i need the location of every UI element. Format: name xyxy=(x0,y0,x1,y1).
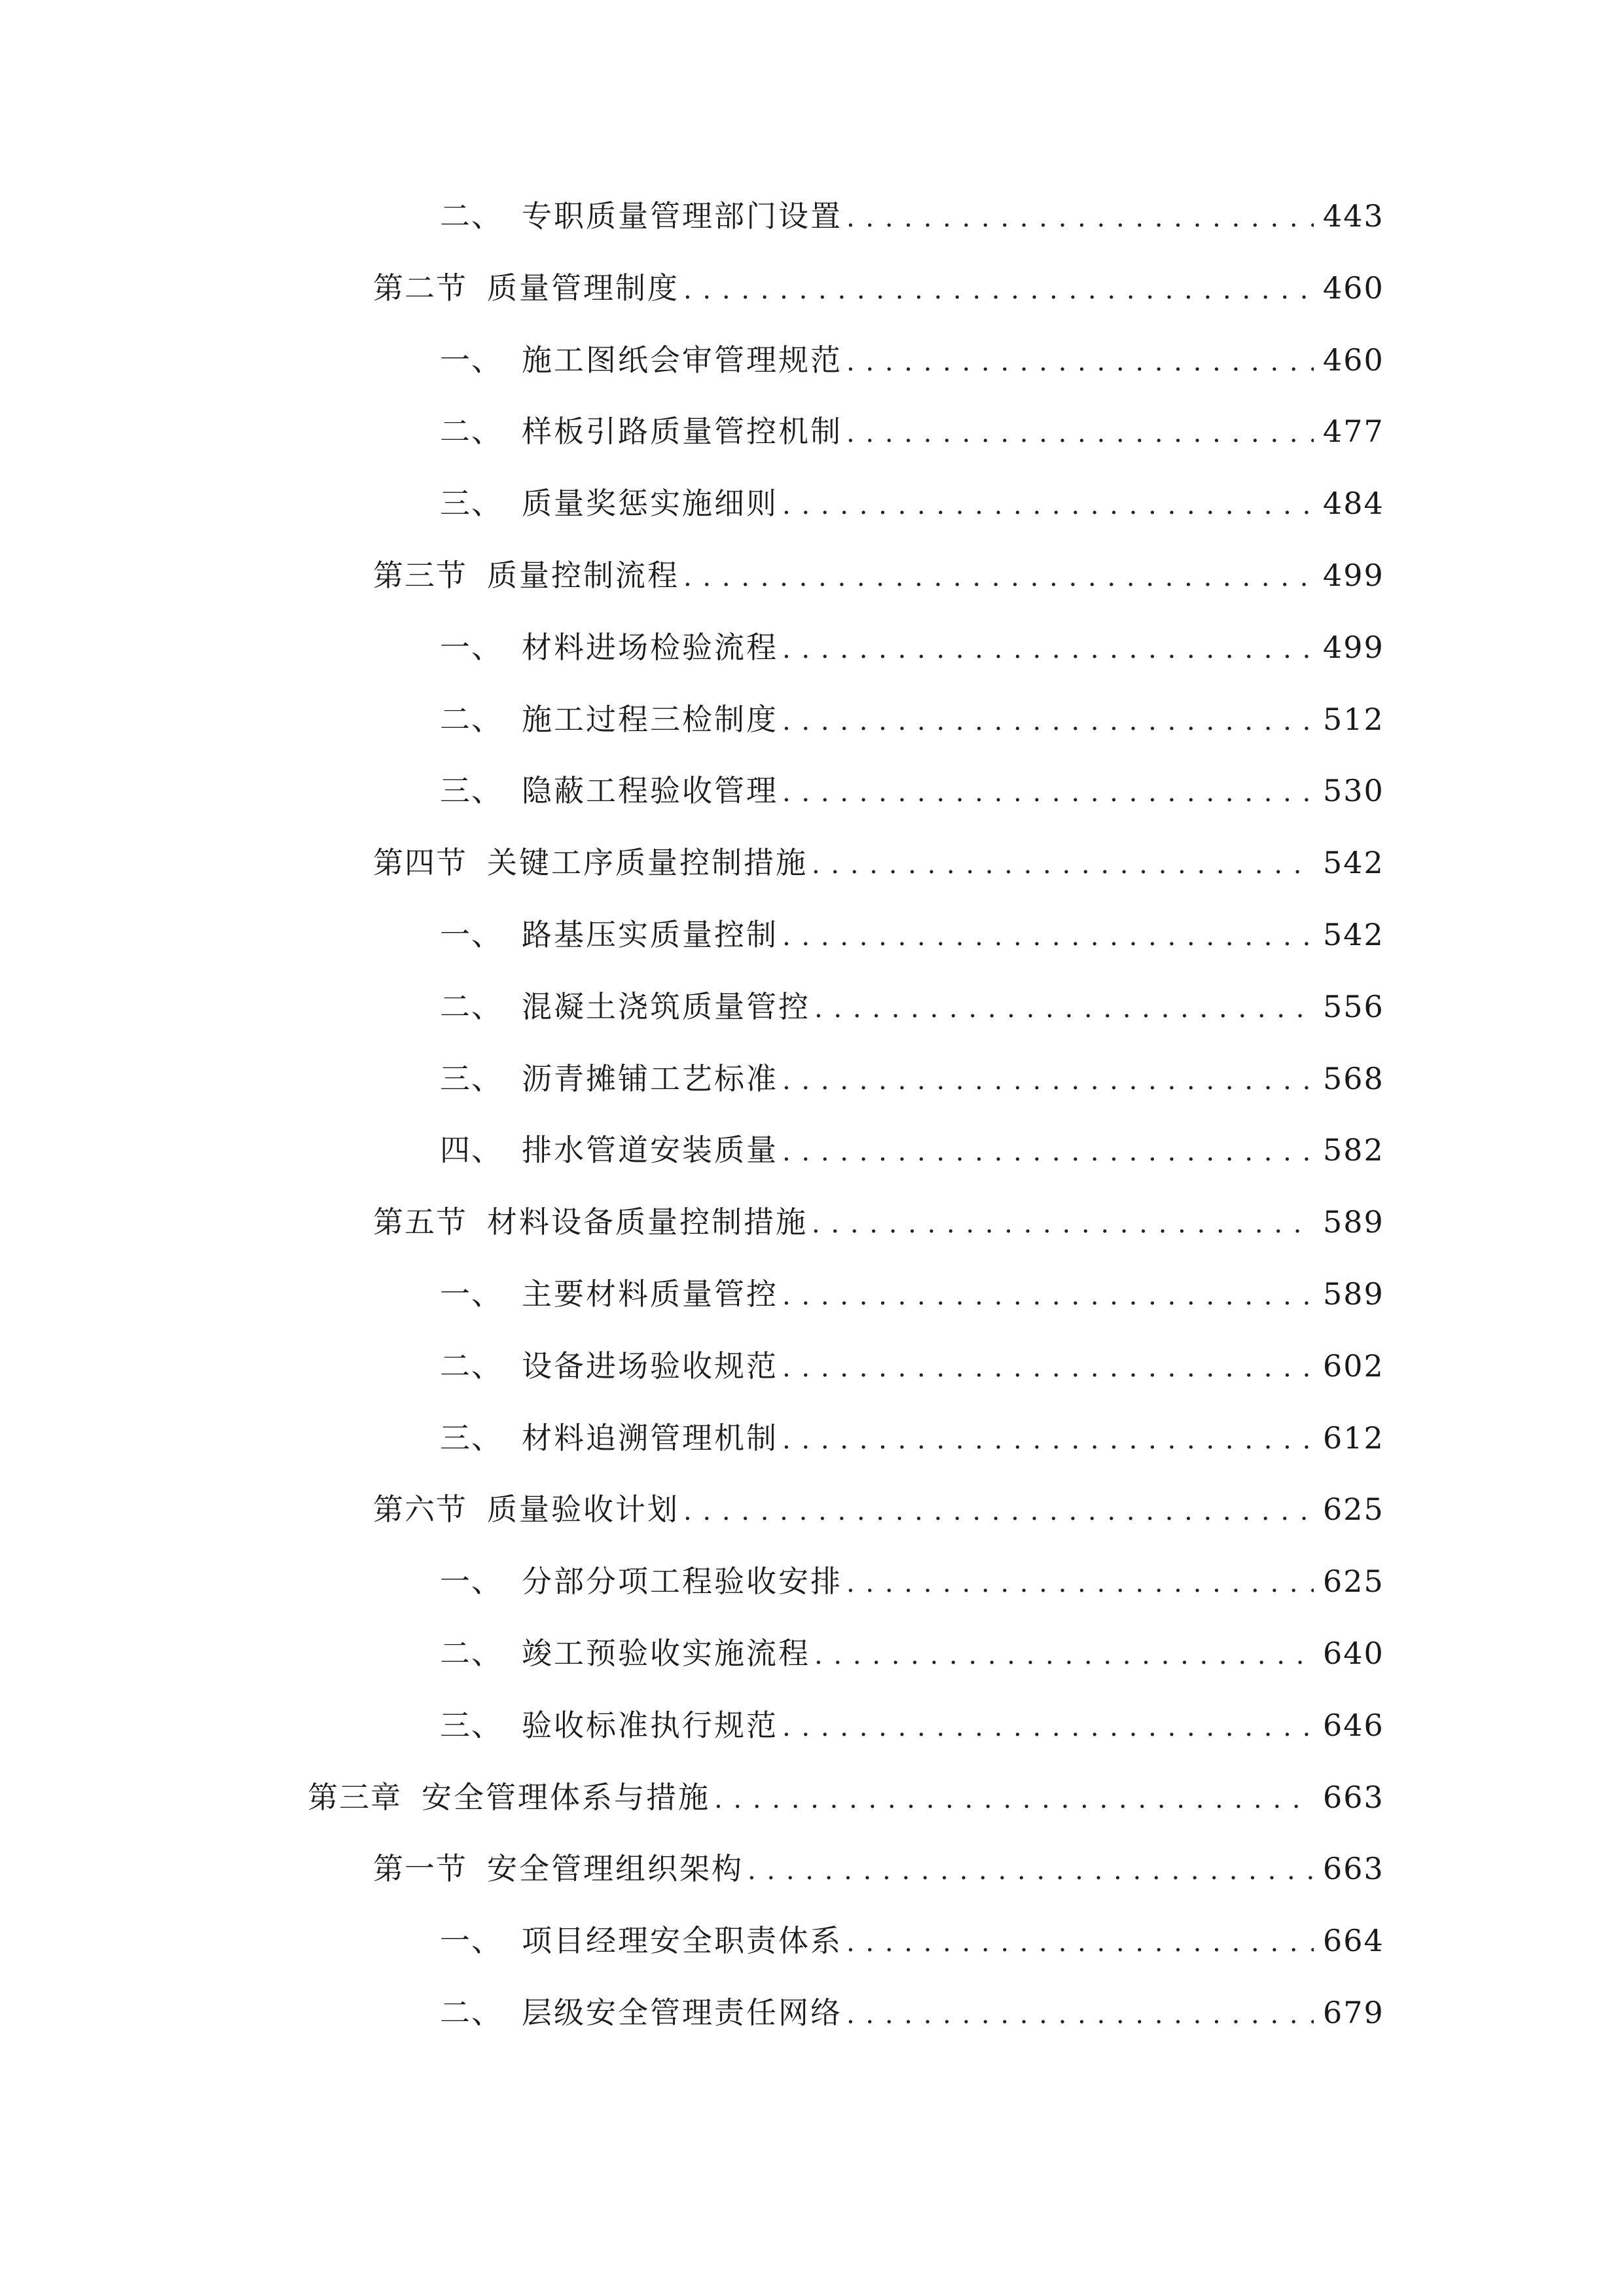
toc-entry[interactable] xyxy=(440,1415,1384,1461)
toc-entry[interactable] xyxy=(373,265,1384,311)
entry-page: 568 xyxy=(1323,1060,1384,1096)
entry-number: 三、 xyxy=(440,773,503,809)
entry-page: 602 xyxy=(1323,1348,1384,1384)
entry-title: 层级安全管理责任网络 xyxy=(522,1995,842,2030)
toc-entry[interactable] xyxy=(440,1271,1384,1317)
dot-leader xyxy=(782,1704,1314,1750)
toc-entry[interactable] xyxy=(440,624,1384,670)
entry-number: 二、 xyxy=(440,1636,503,1671)
entry-page: 679 xyxy=(1323,1995,1384,2030)
entry-title: 质量管理制度 xyxy=(487,270,679,306)
entry-page: 589 xyxy=(1323,1276,1384,1312)
entry-page: 663 xyxy=(1323,1779,1384,1815)
toc-entry[interactable] xyxy=(440,337,1384,383)
entry-number: 三、 xyxy=(440,1060,503,1096)
entry-page: 530 xyxy=(1323,773,1384,809)
dot-leader xyxy=(782,626,1314,672)
toc-entry[interactable] xyxy=(440,1702,1384,1748)
entry-page: 460 xyxy=(1323,342,1384,378)
entry-number: 四、 xyxy=(440,1132,503,1168)
dot-leader xyxy=(714,1776,1314,1822)
entry-page: 460 xyxy=(1323,270,1384,306)
entry-number: 第五节 xyxy=(373,1204,467,1240)
entry-page: 512 xyxy=(1323,701,1384,737)
toc-entry[interactable] xyxy=(373,1486,1384,1532)
entry-page: 612 xyxy=(1323,1420,1384,1456)
entry-page: 663 xyxy=(1323,1851,1384,1887)
dot-leader xyxy=(812,1201,1314,1247)
dot-leader xyxy=(782,482,1314,528)
dot-leader xyxy=(683,554,1314,600)
entry-number: 一、 xyxy=(440,1564,503,1600)
entry-title: 项目经理安全职责体系 xyxy=(522,1923,842,1959)
dot-leader xyxy=(846,410,1314,456)
entry-page: 640 xyxy=(1323,1636,1384,1671)
dot-leader xyxy=(683,267,1314,313)
dot-leader xyxy=(846,1992,1314,2037)
toc-entry[interactable] xyxy=(308,1774,1384,1820)
dot-leader xyxy=(782,698,1314,744)
entry-title: 材料追溯管理机制 xyxy=(522,1420,778,1456)
toc-entry[interactable] xyxy=(440,984,1384,1030)
entry-title: 沥青摊铺工艺标准 xyxy=(522,1060,778,1096)
entry-title: 材料进场检验流程 xyxy=(522,629,778,665)
dot-leader xyxy=(782,1417,1314,1463)
toc-entry[interactable] xyxy=(373,840,1384,886)
dot-leader xyxy=(814,1632,1314,1678)
entry-page: 664 xyxy=(1323,1923,1384,1959)
entry-number: 一、 xyxy=(440,1276,503,1312)
dot-leader xyxy=(846,1560,1314,1606)
entry-number: 二、 xyxy=(440,701,503,737)
toc-entry[interactable] xyxy=(440,480,1384,526)
entry-number: 二、 xyxy=(440,988,503,1024)
entry-title: 质量验收计划 xyxy=(487,1492,679,1528)
entry-page: 499 xyxy=(1323,629,1384,665)
entry-title: 路基压实质量控制 xyxy=(522,917,778,952)
entry-number: 第三章 xyxy=(308,1779,402,1815)
entry-number: 二、 xyxy=(440,1348,503,1384)
entry-number: 第六节 xyxy=(373,1492,467,1528)
dot-leader xyxy=(782,1345,1314,1391)
entry-number: 二、 xyxy=(440,1995,503,2030)
entry-page: 443 xyxy=(1323,198,1384,234)
dot-leader xyxy=(683,1488,1314,1534)
toc-entry[interactable] xyxy=(440,1343,1384,1389)
entry-title: 混凝土浇筑质量管控 xyxy=(522,988,810,1024)
toc-entry[interactable] xyxy=(373,1199,1384,1245)
entry-number: 一、 xyxy=(440,1923,503,1959)
dot-leader xyxy=(846,1920,1314,1965)
entry-title: 验收标准执行规范 xyxy=(522,1707,778,1743)
dot-leader xyxy=(814,986,1314,1031)
dot-leader xyxy=(782,1273,1314,1319)
toc-entry[interactable] xyxy=(373,1846,1384,1892)
entry-title: 材料设备质量控制措施 xyxy=(487,1204,808,1240)
entry-title: 隐蔽工程验收管理 xyxy=(522,773,778,809)
entry-title: 施工过程三检制度 xyxy=(522,701,778,737)
entry-page: 589 xyxy=(1323,1204,1384,1240)
dot-leader xyxy=(812,842,1314,888)
toc-entry[interactable] xyxy=(440,408,1384,454)
entry-number: 二、 xyxy=(440,414,503,450)
entry-page: 625 xyxy=(1323,1564,1384,1600)
entry-number: 三、 xyxy=(440,1420,503,1456)
entry-number: 第二节 xyxy=(373,270,467,306)
toc-entry[interactable] xyxy=(440,1056,1384,1102)
entry-number: 二、 xyxy=(440,198,503,234)
toc-entry[interactable] xyxy=(440,1990,1384,2036)
entry-page: 542 xyxy=(1323,917,1384,952)
toc-entry[interactable] xyxy=(440,1630,1384,1676)
entry-number: 一、 xyxy=(440,342,503,378)
dot-leader xyxy=(782,770,1314,816)
toc-entry[interactable] xyxy=(440,1918,1384,1964)
entry-title: 专职质量管理部门设置 xyxy=(522,198,842,234)
dot-leader xyxy=(846,195,1314,241)
entry-title: 关键工序质量控制措施 xyxy=(487,845,808,881)
toc-entry[interactable] xyxy=(373,552,1384,598)
entry-title: 施工图纸会审管理规范 xyxy=(522,342,842,378)
toc-entry[interactable] xyxy=(440,696,1384,742)
entry-number: 第一节 xyxy=(373,1851,467,1887)
dot-leader xyxy=(782,1058,1314,1103)
entry-title: 分部分项工程验收安排 xyxy=(522,1564,842,1600)
entry-page: 477 xyxy=(1323,414,1384,450)
entry-title: 安全管理组织架构 xyxy=(487,1851,744,1887)
entry-number: 第三节 xyxy=(373,558,467,593)
entry-page: 582 xyxy=(1323,1132,1384,1168)
dot-leader xyxy=(748,1848,1314,1893)
toc-entry[interactable] xyxy=(440,1127,1384,1173)
entry-number: 一、 xyxy=(440,629,503,665)
toc-entry[interactable] xyxy=(440,1558,1384,1604)
toc-entry[interactable] xyxy=(440,193,1384,239)
toc-entry[interactable] xyxy=(440,768,1384,814)
toc-entry[interactable] xyxy=(440,912,1384,958)
entry-number: 三、 xyxy=(440,1707,503,1743)
entry-page: 484 xyxy=(1323,486,1384,522)
entry-page: 646 xyxy=(1323,1707,1384,1743)
entry-page: 499 xyxy=(1323,558,1384,593)
entry-title: 质量控制流程 xyxy=(487,558,679,593)
dot-leader xyxy=(846,339,1314,385)
entry-page: 556 xyxy=(1323,988,1384,1024)
entry-number: 三、 xyxy=(440,486,503,522)
entry-title: 安全管理体系与措施 xyxy=(422,1779,710,1815)
entry-title: 设备进场验收规范 xyxy=(522,1348,778,1384)
entry-number: 一、 xyxy=(440,917,503,952)
entry-title: 主要材料质量管控 xyxy=(522,1276,778,1312)
entry-title: 排水管道安装质量 xyxy=(522,1132,778,1168)
entry-page: 625 xyxy=(1323,1492,1384,1528)
dot-leader xyxy=(782,1129,1314,1175)
entry-title: 竣工预验收实施流程 xyxy=(522,1636,810,1671)
dot-leader xyxy=(782,914,1314,960)
entry-number: 第四节 xyxy=(373,845,467,881)
entry-page: 542 xyxy=(1323,845,1384,881)
entry-title: 样板引路质量管控机制 xyxy=(522,414,842,450)
entry-title: 质量奖惩实施细则 xyxy=(522,486,778,522)
